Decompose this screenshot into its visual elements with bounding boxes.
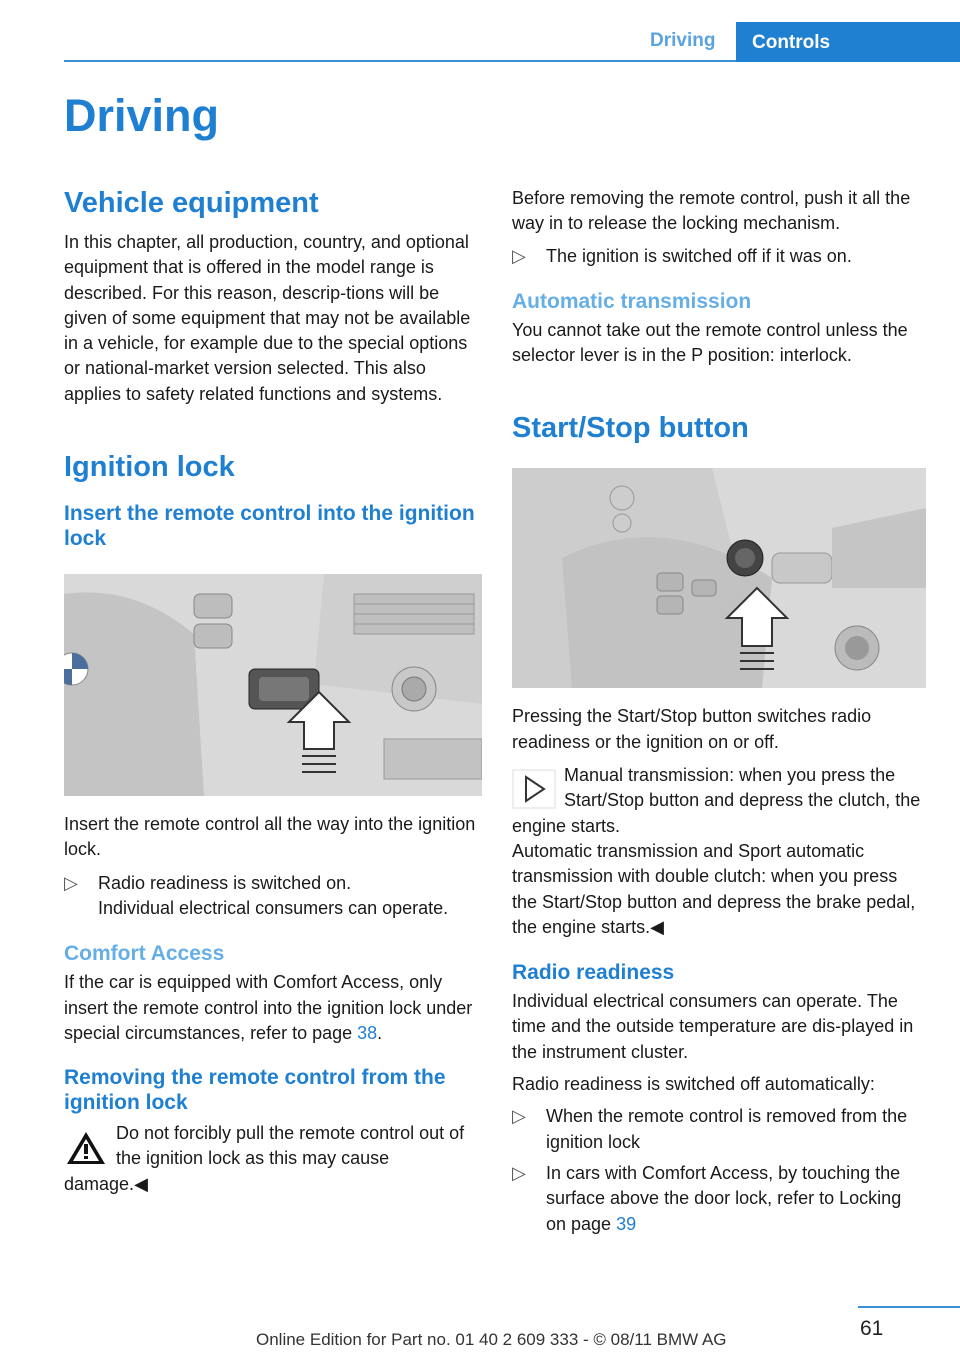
paragraph-radio-switched-off: Radio readiness is switched off automatically: (512, 1074, 875, 1095)
ignition-lock-illustration (64, 574, 482, 796)
bullet-ignition-off-text: The ignition is switched off if it was on. (546, 245, 852, 266)
bullet-comfort-access (512, 1161, 926, 1237)
link-page-38[interactable]: 38 (357, 1022, 378, 1043)
heading-comfort-access: Comfort Access (64, 942, 225, 966)
paragraph-comfort-access (64, 970, 478, 1046)
heading-ignition-lock: Ignition lock (64, 451, 235, 484)
comfort-access-period: . (377, 1022, 383, 1043)
paragraph-automatic-transmission: You cannot take out the remote control unless the selector lever is in the P position: interlock. (512, 319, 908, 366)
figure-start-stop (512, 468, 926, 688)
bullet-marker: ▷ (512, 245, 526, 266)
paragraph-pressing-start-stop: Pressing the Start/Stop button switches radio readiness or the ignition on or off. (512, 706, 872, 752)
link-page-39[interactable]: 39 (616, 1213, 637, 1234)
note-automatic-transmission (512, 839, 926, 940)
end-marker: ◀ (134, 1173, 148, 1194)
header-tab (736, 22, 960, 62)
bullet-marker: ▷ (64, 872, 78, 893)
heading-start-stop: Start/Stop button (512, 412, 749, 445)
bullet-ignition-off (512, 244, 926, 269)
bullet-radio-line-1: Radio readiness is switched on. (98, 872, 352, 893)
left-column (64, 186, 478, 1197)
bullet-remote-removed-text: When the remote control is removed from the ignition lock (546, 1106, 908, 1152)
warning-text (64, 1121, 478, 1197)
page-title: Driving (64, 90, 220, 141)
note-automatic-text: Automatic transmission and Sport automatic transmission with double clutch: when you press the Start/Stop button and depress the brake pedal, the engine starts. (512, 840, 916, 937)
end-marker: ◀ (650, 916, 664, 937)
comfort-access-text: If the car is equipped with Comfort Access, only insert the remote control into the ignition lock under special circumstances, refer to page (64, 972, 473, 1043)
start-stop-illustration (512, 468, 926, 688)
bullet-radio-readiness (64, 871, 478, 922)
footer-rule (858, 1306, 960, 1308)
paragraph-insert-remote: Insert the remote control all the way into the ignition lock. (64, 814, 476, 860)
heading-radio-readiness: Radio readiness (512, 961, 675, 985)
right-column (512, 186, 926, 1237)
paragraph-before-removing: Before removing the remote control, push it all the way in to release the locking mechanism. (512, 188, 911, 234)
warning-icon (64, 1129, 108, 1167)
header-tab-label: Controls (752, 32, 831, 53)
bullet-remote-removed (512, 1104, 926, 1155)
heading-removing-remote: Removing the remote control from the ignition lock (64, 1066, 446, 1115)
heading-vehicle-equipment: Vehicle equipment (64, 187, 319, 219)
bullet-comfort-text: In cars with Comfort Access, by touching the surface above the door lock, refer to Locking on page (546, 1162, 902, 1234)
heading-insert-remote: Insert the remote control into the ignition lock (64, 502, 475, 551)
note-transmission (512, 763, 926, 940)
paragraph-radio-readiness: Individual electrical consumers can operate. The time and the outside temperature are dis-played in the instrument cluster. (512, 991, 914, 1062)
bullet-marker: ▷ (512, 1162, 526, 1183)
note-manual-transmission: Manual transmission: when you press the Start/Stop button and depress the clutch, the engine starts. (512, 765, 921, 836)
paragraph-vehicle-equipment: In this chapter, all production, country, and optional equipment that is offered in the model range is described. For this reason, descrip-tions will be given of some equipment that may not be available in a vehicle, for example due to the special options or national-market version selected. This also applies to safety related functions and systems. (64, 232, 471, 404)
header-section: Driving (650, 30, 716, 51)
note-play-icon (512, 769, 556, 809)
warning-text-body: Do not forcibly pull the remote control out of the ignition lock as this may cause damage. (64, 1123, 465, 1194)
bullet-radio-line-2: Individual electrical consumers can operate. (98, 897, 449, 918)
figure-ignition-lock (64, 574, 482, 796)
bullet-comfort-access-text (546, 1161, 926, 1237)
warning-note (64, 1121, 478, 1197)
footer-edition: Online Edition for Part no. 01 40 2 609 333 - © 08/11 BMW AG (256, 1330, 727, 1349)
heading-automatic-transmission: Automatic transmission (512, 289, 752, 313)
bullet-marker: ▷ (512, 1106, 526, 1127)
page-number: 61 (860, 1317, 884, 1340)
